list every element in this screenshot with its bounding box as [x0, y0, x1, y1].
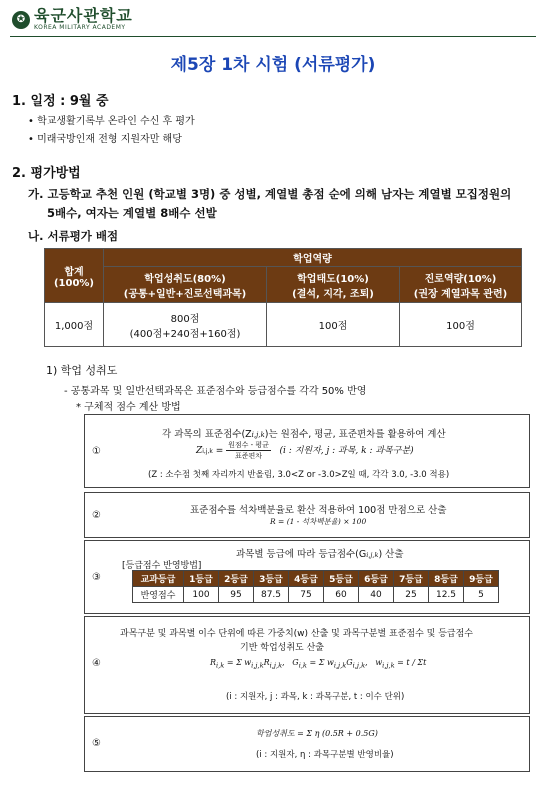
box2-formula: R = (1 - 석차백분율) × 100: [270, 517, 367, 526]
sub1-line1: - 공통과목 및 일반선택과목은 표준점수와 등급점수를 각각 50% 반영: [64, 386, 367, 397]
header-divider: [10, 36, 536, 37]
grade-score-table: [132, 570, 499, 603]
table-col1-header: 학업성취도(80%) (공통+일반+진로선택과목): [104, 267, 267, 303]
table-col1-cell: 800점 (400점+240점+160점): [104, 303, 267, 347]
box3-number: ③: [92, 572, 101, 583]
box4-legend: (i : 지원자, j : 과목, k : 과목구분, t : 이수 단위): [226, 692, 405, 702]
score-allocation-table: [44, 248, 522, 347]
grade-row: 교과등급 1등급 2등급 3등급 4등급 5등급 6등급 7등급 8등급 9등급: [133, 571, 499, 587]
logo-korean: 육군사관학교: [34, 6, 133, 25]
box3-text: 과목별 등급에 따라 등급점수(Gi,j,k) 산출: [236, 549, 404, 560]
box5-legend: (i : 지원자, η : 과목구분별 반영비율): [256, 750, 394, 760]
section2-heading: 2. 평가방법: [12, 166, 81, 181]
box5-formula: 학업성취도 = Σ η (0.5R + 0.5G): [256, 729, 378, 738]
section1-bullet-1: • 학교생활기록부 온라인 수신 후 평가: [28, 116, 195, 127]
section1-bullet-2: • 미래국방인재 전형 지원자만 해당: [28, 134, 182, 145]
box4-number: ④: [92, 658, 101, 669]
table-col2-cell: 100점: [267, 303, 400, 347]
logo: [12, 8, 133, 31]
box3-method: [등급점수 반영방법]: [122, 561, 202, 571]
sub1-heading: 1) 학업 성취도: [46, 364, 118, 377]
formula-box-5: [84, 716, 530, 772]
box2-text: 표준점수를 석차백분율로 환산 적용하여 100점 만점으로 산출: [190, 505, 447, 516]
table-col3-header: 진로역량(10%) (권장 계열과목 관련): [400, 267, 522, 303]
box5-number: ⑤: [92, 738, 101, 749]
table-total-header: 합계 (100%): [45, 249, 104, 303]
logo-english: KOREA MILITARY ACADEMY: [34, 24, 126, 31]
page-title: 제5장 1차 시험 (서류평가): [170, 55, 376, 75]
sub1-line2: * 구체적 점수 계산 방법: [76, 402, 181, 413]
box4-formula: $R_{i,k} = \Sigma$ $w_{i,j,k}R_{i,j,k}$, $G_{i,k} = \Sigma$ $w_{i,j,k}G_{i,j,k}$, $w_{i,j,k} = t / \Sigma t$: [210, 658, 427, 670]
section1-heading: 1. 일정 : 9월 중: [12, 94, 109, 109]
score-row: 반영점수 100 95 87.5 75 60 40 25 12.5 5: [133, 587, 499, 603]
table-col3-cell: 100점: [400, 303, 522, 347]
box1-text: 각 과목의 표준점수(Zi,j,k)는 원점수, 평균, 표준편차를 활용하여 계산: [162, 429, 446, 440]
academy-emblem-icon: ✪: [12, 11, 30, 29]
section2-ga-line1: 가. 고등학교 추천 인원 (학교별 3명) 중 성별, 계열별 총점 순에 의해 남자는 계열별 모집정원의: [28, 187, 512, 201]
section2-ga-line2: 5배수, 여자는 계열별 8배수 선발: [47, 206, 217, 220]
box2-number: ②: [92, 510, 101, 521]
box4-line1: 과목구분 및 과목별 이수 단위에 따른 가중치(w) 산출 및 과목구분별 표준점수 및 등급점수: [120, 629, 474, 639]
table-total-cell: 1,000점: [45, 303, 104, 347]
section2-na: 나. 서류평가 배점: [28, 229, 119, 243]
box1-formula: Zi,j,k = $\frac{\text{원점수 - 평균}}{\text{표준편차}}$ (i : 지원자, j : 과목, k : 과목구분): [196, 441, 414, 460]
box1-number: ①: [92, 446, 101, 457]
table-group-header: 학업역량: [104, 249, 522, 267]
box1-note: (Z : 소수점 첫째 자리까지 반올림, 3.0<Z or -3.0>Z일 때, 각각 3.0, -3.0 적용): [148, 470, 450, 480]
table-col2-header: 학업태도(10%) (결석, 지각, 조퇴): [267, 267, 400, 303]
box4-line2: 기반 학업성취도 산출: [240, 643, 324, 653]
